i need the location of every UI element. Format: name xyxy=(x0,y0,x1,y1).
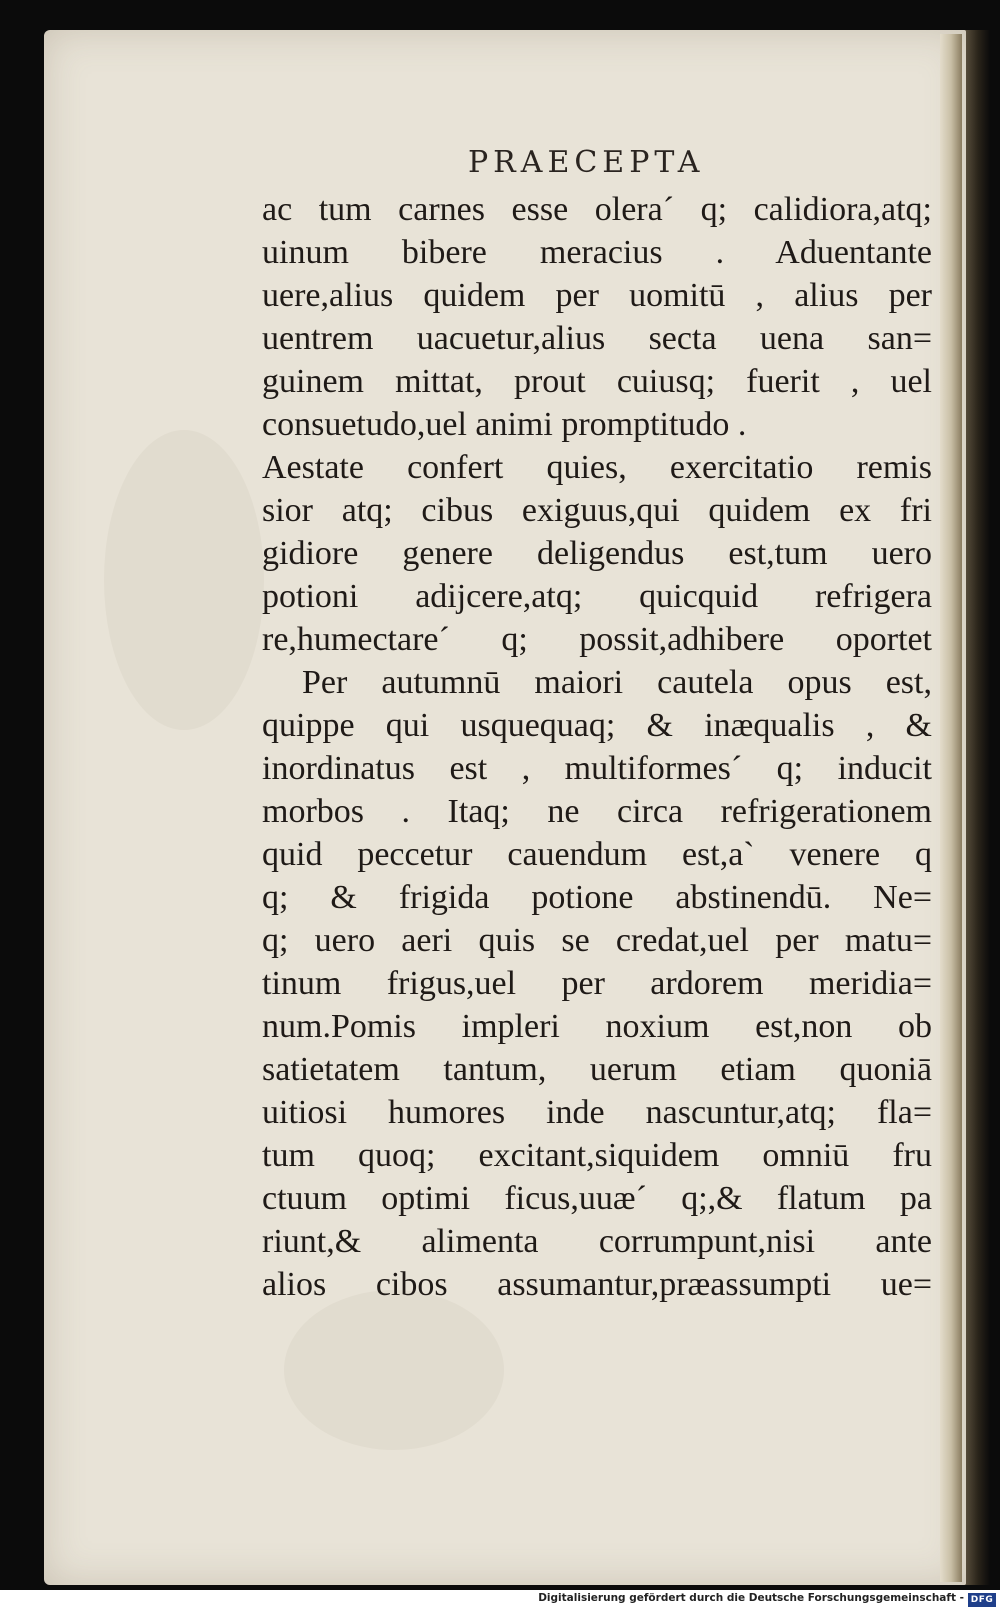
running-head: PRAECEPTA xyxy=(468,145,705,180)
text-line: gidiore genere deligendus est,tum uero xyxy=(262,535,932,572)
text-line: quid peccetur cauendum est,a` venere q xyxy=(262,836,932,873)
text-line: sior atq; cibus exiguus,qui quidem ex fri xyxy=(262,492,932,529)
text-line: uere,alius quidem per uomitū , alius per xyxy=(262,277,932,314)
text-line: q; & frigida potione abstinendū. Ne= xyxy=(262,879,932,916)
text-line: Per autumnū maiori cautela opus est, xyxy=(302,664,932,701)
digitization-footer xyxy=(0,1591,1000,1610)
text-line: Aestate confert quies, exercitatio remis xyxy=(262,449,932,486)
text-line: alios cibos assumantur,præassumpti ue= xyxy=(262,1266,932,1303)
paper-stain xyxy=(284,1290,504,1450)
text-line: inordinatus est , multiformes´ q; inducit xyxy=(262,750,932,787)
text-line: tinum frigus,uel per ardorem meridia= xyxy=(262,965,932,1002)
paper-stain xyxy=(104,430,264,730)
text-line: satietatem tantum, uerum etiam quoniā xyxy=(262,1051,932,1088)
text-line: guinem mittat, prout cuiusq; fuerit , uel xyxy=(262,363,932,400)
page-edge xyxy=(940,34,962,1582)
text-line: re,humectare´ q; possit,adhibere oportet xyxy=(262,621,932,658)
text-line: num.Pomis impleri noxium est,non ob xyxy=(262,1008,932,1045)
text-line: tum quoq; excitant,siquidem omniū fru xyxy=(262,1137,932,1174)
text-line: morbos . Itaq; ne circa refrigerationem xyxy=(262,793,932,830)
text-line: uitiosi humores inde nascuntur,atq; fla= xyxy=(262,1094,932,1131)
funding-credit: Digitalisierung gefördert durch die Deutsche Forschungsgemeinschaft - xyxy=(538,1592,964,1604)
text-line: uinum bibere meracius . Aduentante xyxy=(262,234,932,271)
body-text xyxy=(262,188,932,1306)
text-line: ac tum carnes esse olera´ q; calidiora,atq; xyxy=(262,191,932,228)
text-line: potioni adijcere,atq; quicquid refrigera xyxy=(262,578,932,615)
text-line: ctuum optimi ficus,uuæ´ q;,& flatum pa xyxy=(262,1180,932,1217)
dfg-logo-icon[interactable]: DFG xyxy=(968,1593,996,1607)
text-line: quippe qui usquequaq; & inæqualis , & xyxy=(262,707,932,744)
text-line: riunt,& alimenta corrumpunt,nisi ante xyxy=(262,1223,932,1260)
text-line: q; uero aeri quis se credat,uel per matu= xyxy=(262,922,932,959)
text-line: consuetudo,uel animi promptitudo . xyxy=(262,406,747,443)
text-line: uentrem uacuetur,alius secta uena san= xyxy=(262,320,932,357)
